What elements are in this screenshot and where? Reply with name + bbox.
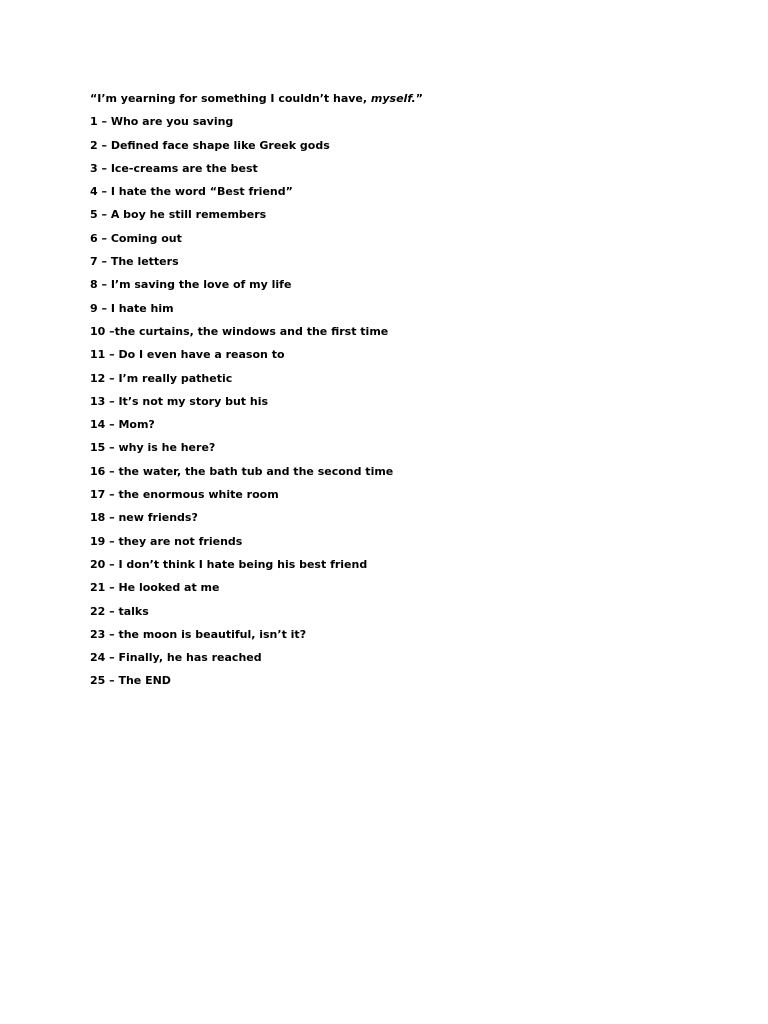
chapter-item: 16 – the water, the bath tub and the second time — [90, 464, 394, 478]
quote-italic-word: myself. — [370, 92, 416, 105]
chapter-item: 18 – new friends? — [90, 511, 198, 525]
document-content — [90, 90, 690, 696]
chapter-item: 9 – I hate him — [90, 301, 174, 315]
chapter-item: 1 – Who are you saving — [90, 115, 234, 129]
chapter-item: 2 – Defined face shape like Greek gods — [90, 138, 330, 152]
chapter-item: 5 – A boy he still remembers — [90, 208, 267, 222]
chapter-item: 17 – the enormous white room — [90, 488, 279, 502]
chapter-item: 23 – the moon is beautiful, isn’t it? — [90, 627, 307, 641]
chapter-item: 19 – they are not friends — [90, 534, 243, 548]
chapter-item: 10 –the curtains, the windows and the first time — [90, 324, 389, 338]
chapter-item: 14 – Mom? — [90, 418, 155, 432]
chapter-item: 4 – I hate the word “Best friend” — [90, 185, 293, 199]
chapter-item: 20 – I don’t think I hate being his best friend — [90, 557, 368, 571]
epigraph-quote — [90, 90, 690, 107]
quote-closing-mark: ” — [415, 92, 423, 105]
chapter-item: 15 – why is he here? — [90, 441, 216, 455]
chapter-item: 25 – The END — [90, 674, 171, 688]
chapter-item: 22 – talks — [90, 604, 149, 618]
chapter-item: 24 – Finally, he has reached — [90, 651, 262, 665]
quote-text: “I’m yearning for something I couldn’t have, — [90, 92, 371, 105]
chapter-item: 11 – Do I even have a reason to — [90, 348, 285, 362]
chapter-item: 21 – He looked at me — [90, 581, 220, 595]
chapter-item: 8 – I’m saving the love of my life — [90, 278, 292, 292]
chapter-item: 12 – I’m really pathetic — [90, 371, 233, 385]
chapter-item: 7 – The letters — [90, 255, 179, 269]
chapter-item: 3 – Ice-creams are the best — [90, 161, 258, 175]
chapter-item: 13 – It’s not my story but his — [90, 394, 269, 408]
chapter-item: 6 – Coming out — [90, 231, 182, 245]
